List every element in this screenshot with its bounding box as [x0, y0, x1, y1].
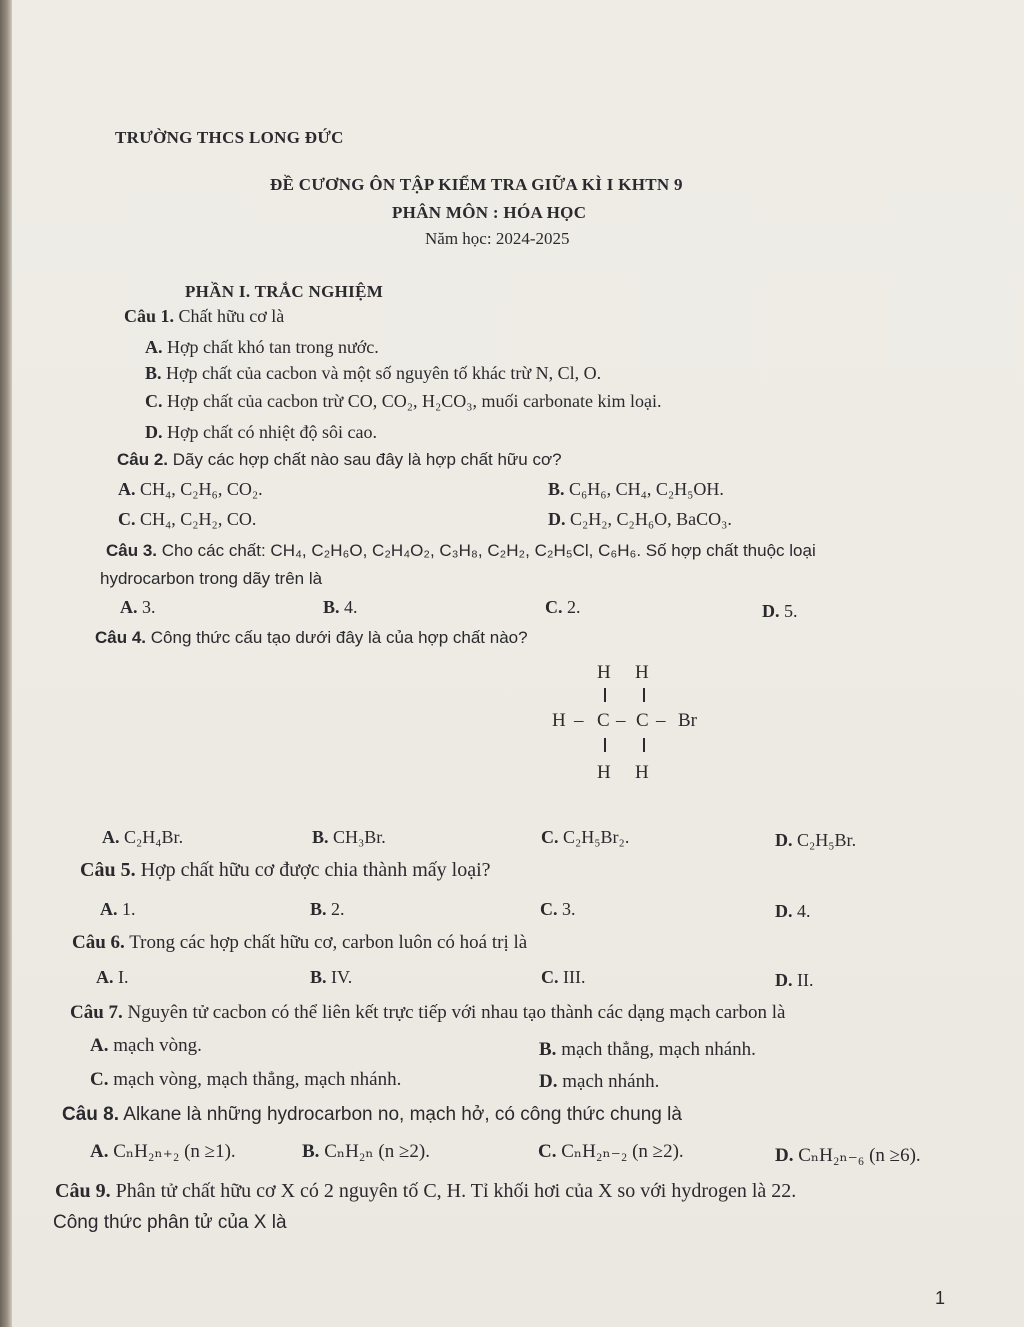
option-8c[interactable] — [538, 1141, 684, 1163]
question-label: Câu 2. — [117, 450, 169, 469]
option-3c[interactable] — [545, 596, 581, 618]
question-2 — [117, 449, 562, 471]
question-4 — [95, 627, 528, 649]
option-text: I. — [118, 967, 129, 987]
question-text: Dãy các hợp chất nào sau đây là hợp chất hữu cơ? — [172, 450, 562, 469]
option-3b[interactable] — [323, 596, 358, 618]
question-label: Câu 1. — [124, 306, 175, 326]
option-4c[interactable] — [541, 826, 629, 848]
option-text: CₙH₂ₙ₋₆ (n ≥6). — [798, 1145, 921, 1166]
school-year: Năm học: 2024-2025 — [425, 229, 570, 248]
atom-br: Br — [678, 710, 697, 731]
option-key: B. — [323, 597, 340, 617]
bond-middle: – — [616, 710, 626, 731]
option-5a[interactable] — [100, 898, 136, 920]
option-key: A. — [102, 827, 120, 847]
option-7a[interactable] — [90, 1035, 202, 1057]
atom-c-1: C — [597, 710, 610, 731]
atom-h-top-2: H — [635, 662, 649, 683]
option-key: A. — [90, 1141, 109, 1162]
option-key: D. — [762, 601, 780, 621]
question-text: Phân tử chất hữu cơ X có 2 nguyên tố C, H. Tỉ khối hơi của X so với hydrogen là 22. — [115, 1180, 797, 1202]
option-text: CₙH₂ₙ₋₂ (n ≥2). — [561, 1141, 684, 1162]
option-2c[interactable] — [118, 508, 256, 530]
option-key: B. — [312, 827, 329, 847]
option-key: D. — [145, 422, 163, 442]
option-key: C. — [90, 1069, 109, 1090]
option-text: C₂H₄Br. — [124, 827, 184, 847]
option-key: C. — [541, 967, 559, 987]
option-5c[interactable] — [540, 898, 576, 920]
option-6c[interactable] — [541, 966, 585, 988]
option-key: A. — [120, 597, 138, 617]
option-text: 5. — [784, 601, 798, 621]
option-text: III. — [563, 967, 586, 987]
option-key: D. — [775, 1145, 794, 1166]
question-text: Trong các hợp chất hữu cơ, carbon luôn có hoá trị là — [129, 932, 528, 953]
option-key: B. — [145, 363, 162, 383]
option-5d[interactable] — [775, 900, 811, 922]
question-5 — [80, 859, 491, 881]
option-text: CH₄, C₂H₂, CO. — [140, 509, 257, 529]
atom-h-left: H — [552, 710, 566, 731]
question-6 — [72, 932, 527, 954]
option-text: CH₄, C₂H₆, CO₂. — [140, 479, 263, 499]
option-text: 2. — [567, 597, 581, 617]
option-key: B. — [302, 1141, 320, 1162]
question-text: Alkane là những hydrocarbon no, mạch hở, có công thức chung là — [123, 1104, 682, 1125]
option-5b[interactable] — [310, 898, 345, 920]
option-text: 4. — [344, 597, 358, 617]
option-key: B. — [310, 899, 327, 919]
question-label: Câu 7. — [70, 1002, 123, 1023]
option-1d[interactable] — [145, 421, 377, 443]
bond-bottom-2 — [643, 738, 645, 752]
option-6b[interactable] — [310, 966, 352, 988]
bond-top-2 — [643, 688, 645, 702]
option-text: IV. — [331, 967, 353, 987]
question-1 — [124, 305, 284, 327]
option-text: 3. — [562, 899, 576, 919]
option-text: mạch thẳng, mạch nhánh. — [561, 1039, 756, 1060]
document-page — [12, 0, 1024, 1327]
page-number: 1 — [935, 1288, 946, 1308]
option-2a[interactable] — [118, 478, 263, 500]
paper-edge-shadow — [0, 0, 12, 1327]
option-key: A. — [118, 479, 136, 499]
option-key: D. — [775, 970, 793, 990]
option-text: C₂H₂, C₂H₆O, BaCO₃. — [570, 509, 732, 529]
bond-bottom-1 — [604, 738, 606, 752]
question-label: Câu 4. — [95, 628, 147, 647]
option-key: D. — [548, 509, 566, 529]
option-key: C. — [538, 1141, 557, 1162]
option-key: A. — [145, 337, 163, 357]
option-1c[interactable] — [145, 390, 661, 412]
option-7c[interactable] — [90, 1069, 401, 1091]
question-text: Hợp chất hữu cơ được chia thành mấy loại? — [140, 859, 491, 881]
option-key: B. — [310, 967, 327, 987]
option-2d[interactable] — [548, 508, 732, 530]
question-label: Câu 5. — [80, 859, 136, 881]
option-text: Hợp chất của cacbon và một số nguyên tố khác trừ N, Cl, O. — [166, 363, 602, 383]
option-key: C. — [145, 391, 163, 411]
option-key: C. — [541, 827, 559, 847]
option-text: C₂H₅Br. — [797, 830, 857, 850]
question-label: Câu 9. — [55, 1180, 111, 1202]
atom-c-2: C — [636, 710, 649, 731]
structural-formula — [552, 662, 722, 792]
document-title: ĐỀ CƯƠNG ÔN TẬP KIỂM TRA GIỮA KÌ I KHTN 9 — [270, 175, 683, 194]
option-text: CₙH₂ₙ₊₂ (n ≥1). — [113, 1141, 236, 1162]
option-text: 1. — [122, 899, 136, 919]
option-text: mạch vòng, mạch thẳng, mạch nhánh. — [113, 1069, 402, 1090]
option-key: D. — [775, 830, 793, 850]
option-key: D. — [775, 901, 793, 921]
option-1a[interactable] — [145, 336, 379, 358]
option-text: 2. — [331, 899, 345, 919]
bond-left: – — [574, 710, 584, 731]
option-4b[interactable] — [312, 826, 386, 848]
option-key: A. — [96, 967, 114, 987]
option-text: Hợp chất của cacbon trừ CO, CO₂, H₂CO₃, muối carbonate kim loại. — [167, 391, 662, 411]
option-key: D. — [539, 1071, 558, 1092]
option-text: C₂H₅Br₂. — [563, 827, 630, 847]
option-8d[interactable] — [775, 1145, 921, 1167]
atom-h-bottom-2: H — [635, 762, 649, 783]
school-name: TRƯỜNG THCS LONG ĐỨC — [115, 128, 344, 147]
question-label: Câu 8. — [62, 1104, 120, 1125]
option-7b[interactable] — [539, 1039, 756, 1061]
question-3 — [106, 540, 816, 562]
option-8a[interactable] — [90, 1141, 236, 1163]
option-key: C. — [118, 509, 136, 529]
option-4d[interactable] — [775, 829, 856, 851]
option-key: A. — [100, 899, 118, 919]
option-text: 4. — [797, 901, 811, 921]
option-3a[interactable] — [120, 596, 156, 618]
question-9-continued: Công thức phân tử của X là — [53, 1212, 287, 1233]
question-text: Công thức cấu tạo dưới đây là của hợp chất nào? — [150, 628, 528, 647]
subject-title: PHÂN MÔN : HÓA HỌC — [392, 203, 587, 222]
option-key: C. — [545, 597, 563, 617]
section-title: PHẦN I. TRẮC NGHIỆM — [185, 282, 384, 301]
question-text: Chất hữu cơ là — [178, 306, 285, 326]
atom-h-bottom-1: H — [597, 762, 611, 783]
option-2b[interactable] — [548, 478, 724, 500]
question-7 — [70, 1002, 785, 1024]
option-text: C₆H₆, CH₄, C₂H₅OH. — [569, 479, 724, 499]
option-key: C. — [540, 899, 558, 919]
question-8 — [62, 1104, 682, 1126]
option-7d[interactable] — [539, 1071, 659, 1093]
bond-right: – — [656, 710, 666, 731]
option-6a[interactable] — [96, 966, 129, 988]
option-text: Hợp chất có nhiệt độ sôi cao. — [167, 422, 377, 442]
bond-top-1 — [604, 688, 606, 702]
option-1b[interactable] — [145, 362, 601, 384]
option-text: mạch nhánh. — [562, 1071, 660, 1092]
question-text: Nguyên tử cacbon có thể liên kết trực tiếp với nhau tạo thành các dạng mạch carbon là — [127, 1002, 786, 1023]
question-label: Câu 3. — [106, 541, 158, 560]
option-text: Hợp chất khó tan trong nước. — [167, 337, 379, 357]
question-label: Câu 6. — [72, 932, 125, 953]
option-key: B. — [539, 1039, 557, 1060]
question-text: Cho các chất: CH₄, C₂H₆O, C₂H₄O₂, C₃H₈, C₂H₂, C₂H₅Cl, C₆H₆. Số hợp chất thuộc loại — [161, 541, 816, 560]
option-text: mạch vòng. — [113, 1035, 202, 1056]
option-key: A. — [90, 1035, 109, 1056]
option-text: CH₃Br. — [333, 827, 386, 847]
option-text: CₙH₂ₙ (n ≥2). — [324, 1141, 430, 1162]
option-6d[interactable] — [775, 969, 814, 991]
option-text: 3. — [142, 597, 156, 617]
option-8b[interactable] — [302, 1141, 430, 1163]
option-text: II. — [797, 970, 814, 990]
option-4a[interactable] — [102, 826, 183, 848]
atom-h-top-1: H — [597, 662, 611, 683]
question-9 — [55, 1180, 796, 1202]
option-3d[interactable] — [762, 600, 798, 622]
option-key: B. — [548, 479, 565, 499]
question-3-continued: hydrocarbon trong dãy trên là — [100, 569, 323, 588]
